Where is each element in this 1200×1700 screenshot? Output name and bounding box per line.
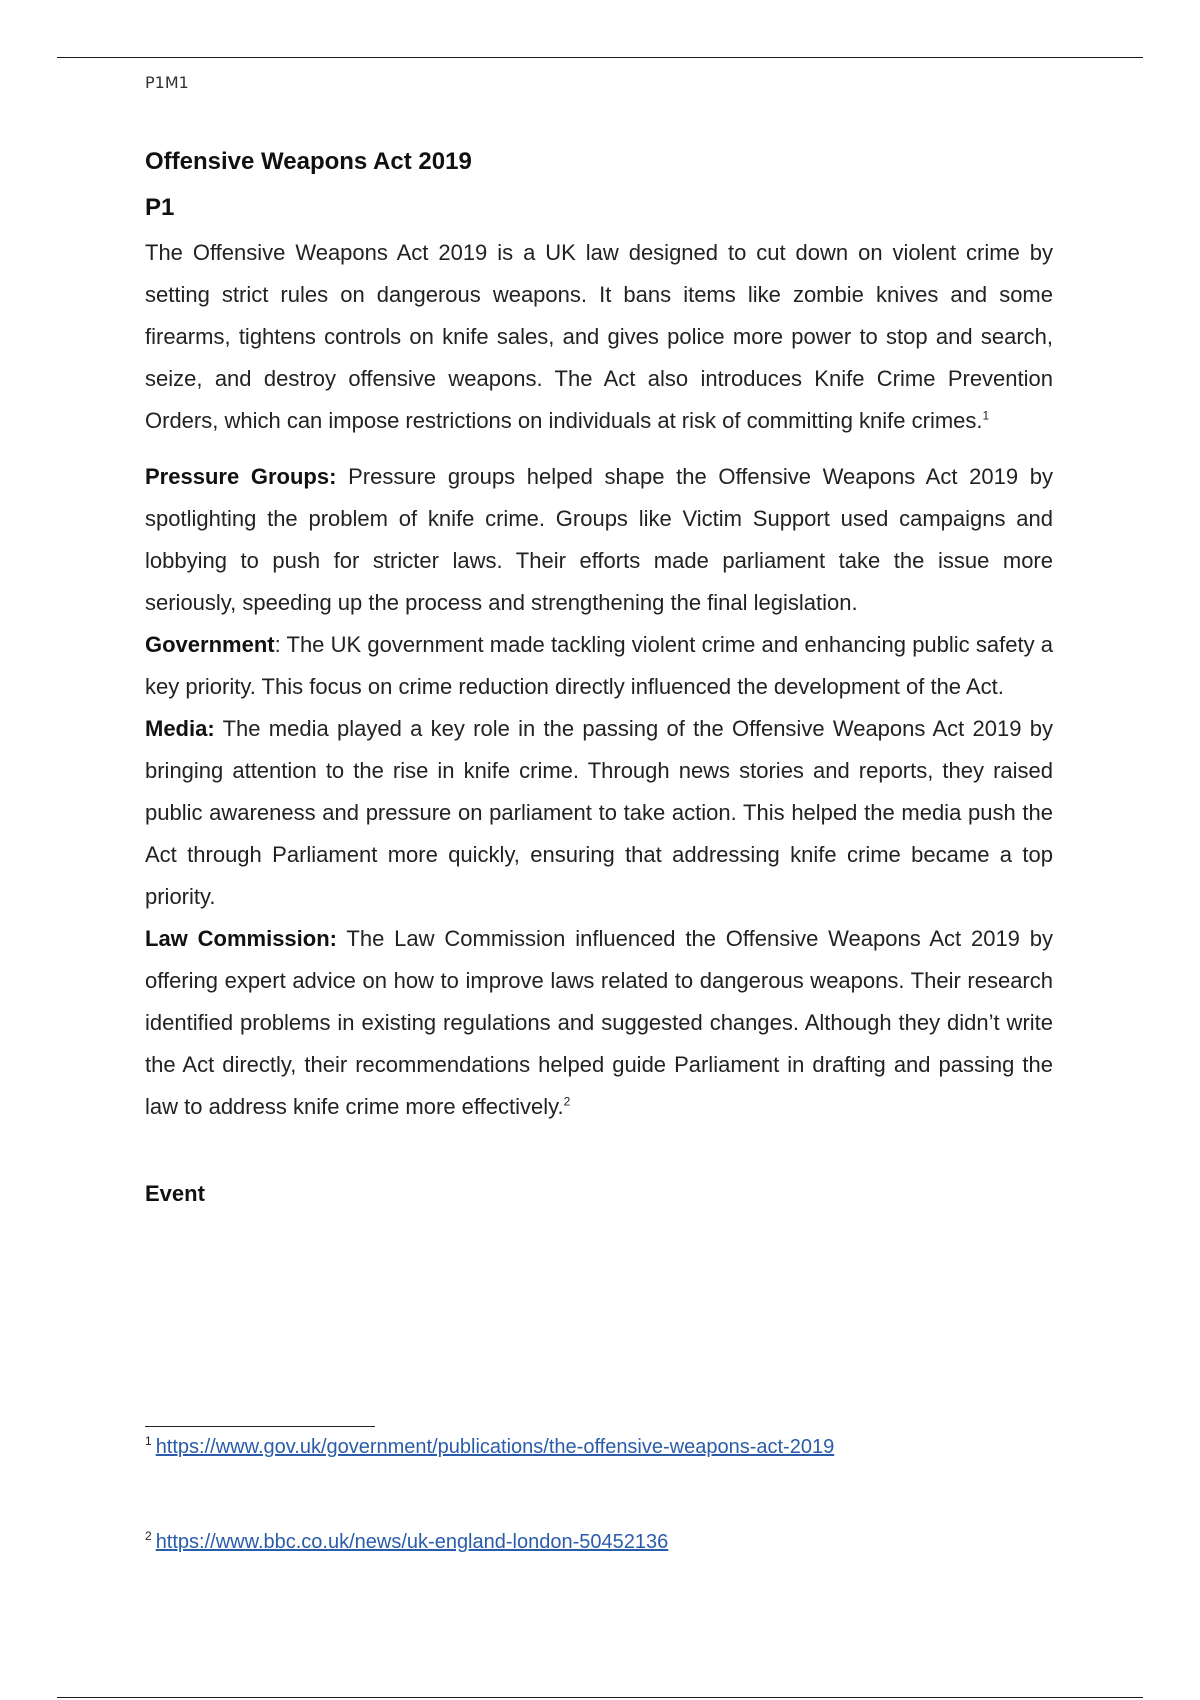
page-header-label: P1M1 xyxy=(145,73,189,92)
footnote-separator xyxy=(145,1426,375,1427)
law-commission-label: Law Commission: xyxy=(145,926,337,951)
section-heading-p1: P1 xyxy=(145,194,175,221)
law-commission-text: The Law Commission influenced the Offensive Weapons Act 2019 by offering expert advice on how to improve laws related to dangerous weapons. Their research identified problems in existing regulations and suggested changes. Although they didn’t write the Act directly, their recommendations helped guide Parliament in drafting and passing the law to address knife crime more effectively. xyxy=(145,926,1053,1119)
media-text: The media played a key role in the passing of the Offensive Weapons Act 2019 by bringing attention to the rise in knife crime. Through news stories and reports, they raised public awareness and pressure on parliament to take action. This helped the media push the Act through Parliament more quickly, ensuring that addressing knife crime became a top priority. xyxy=(145,716,1053,909)
government-paragraph xyxy=(145,624,1053,708)
footer-divider xyxy=(57,1697,1143,1698)
footnote-ref-1[interactable]: 1 xyxy=(982,408,990,423)
media-paragraph xyxy=(145,708,1053,918)
footnote-number: 2 xyxy=(145,1529,152,1544)
footnote-2 xyxy=(145,1527,668,1557)
pressure-groups-text: Pressure groups helped shape the Offensive Weapons Act 2019 by spotlighting the problem of knife crime. Groups like Victim Support used campaigns and lobbying to push for stricter laws. Their efforts made parliament take the issue more seriously, speeding up the process and strengthening the final legislation. xyxy=(145,464,1053,615)
footnote-number: 1 xyxy=(145,1434,152,1449)
header-divider xyxy=(57,57,1143,58)
pressure-groups-label: Pressure Groups: xyxy=(145,464,337,489)
document-body xyxy=(145,142,1053,1214)
intro-text: The Offensive Weapons Act 2019 is a UK law designed to cut down on violent crime by setting strict rules on dangerous weapons. It bans items like zombie knives and some firearms, tightens controls on knife sales, and gives police more power to stop and search, seize, and destroy offensive weapons. The Act also introduces Knife Crime Prevention Orders, which can impose restrictions on individuals at risk of committing knife crimes. xyxy=(145,240,1053,433)
government-label: Government xyxy=(145,632,275,657)
pressure-groups-paragraph xyxy=(145,456,1053,624)
document-title: Offensive Weapons Act 2019 xyxy=(145,148,472,175)
footnote-ref-2[interactable]: 2 xyxy=(563,1094,571,1109)
event-heading: Event xyxy=(145,1181,205,1206)
footnote-link-2[interactable]: https://www.bbc.co.uk/news/uk-england-london-50452136 xyxy=(155,1531,669,1553)
footnote-1 xyxy=(145,1432,834,1462)
intro-paragraph xyxy=(145,232,1053,442)
footnote-link-1[interactable]: https://www.gov.uk/government/publications/the-offensive-weapons-act-2019 xyxy=(155,1436,835,1458)
law-commission-paragraph xyxy=(145,918,1053,1128)
government-text: : The UK government made tackling violent crime and enhancing public safety a key priority. This focus on crime reduction directly influenced the development of the Act. xyxy=(145,632,1053,699)
media-label: Media: xyxy=(145,716,215,741)
